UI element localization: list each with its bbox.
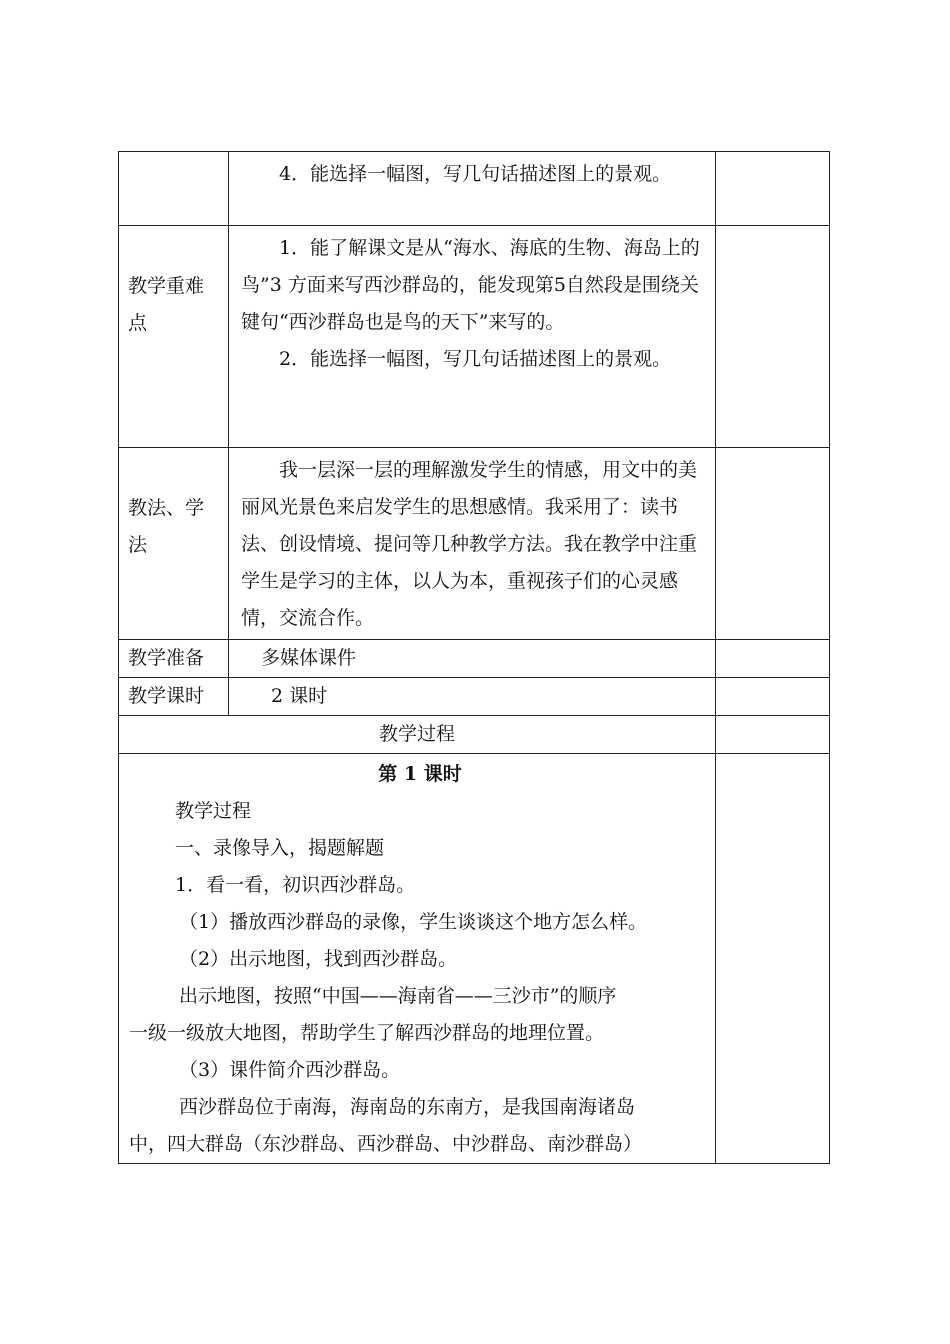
empty-notes-cell [716,754,830,1164]
goal4-text: 4．能选择一幅图，写几句话描述图上的景观。 [279,163,672,185]
prep-label: 教学准备 [119,640,229,678]
lesson-row [119,754,830,1164]
lesson-line: （1）播放西沙群岛的录像，学生谈谈这个地方怎么样。 [179,911,648,933]
lesson-plan-document [118,151,829,1164]
keypoints-cell [229,226,716,448]
keypoints-label: 教学重难点 [119,226,229,448]
goal4-cell [229,152,716,226]
empty-notes-cell [716,152,830,226]
lesson-line: （3）课件简介西沙群岛。 [179,1059,401,1081]
methods-row [119,448,830,640]
lesson-line: 1．看一看，初识西沙群岛。 [175,874,416,896]
empty-notes-cell [716,716,830,754]
empty-notes-cell [716,640,830,678]
lesson-line: 教学过程 [175,800,252,822]
process-header-row [119,716,830,754]
methods-label: 教法、学法 [119,448,229,640]
empty-notes-cell [716,678,830,716]
prep-row [119,640,830,678]
empty-notes-cell [716,448,830,640]
lesson-line: 一、录像导入，揭题解题 [175,837,385,859]
lesson-cell [119,754,716,1164]
hours-value: 2 课时 [229,678,716,716]
keypoints-row [119,226,830,448]
lesson-line: 出示地图，按照“中国——海南省——三沙市”的顺序 [179,985,617,1007]
hours-row [119,678,830,716]
empty-notes-cell [716,226,830,448]
lesson-title: 第 1 课时 [378,763,462,785]
methods-text: 我一层深一层的理解激发学生的情感，用文中的美丽风光景色来启发学生的思想感情。我采用了：读书法、创设情境、提问等几种教学方法。我在教学中注重学生是学习的主体，以人为本，重视孩子们的心灵感情，交流合作。 [241,459,698,629]
lesson-line: 中，四大群岛（东沙群岛、西沙群岛、中沙群岛、南沙群岛） [129,1133,643,1155]
keypoints-p1: 1．能了解课文是从“海水、海底的生物、海岛上的鸟”3 方面来写西沙群岛的，能发现第5自然段是围绕关键句“西沙群岛也是鸟的天下”来写的。 [241,237,700,333]
lesson-line: 一级一级放大地图，帮助学生了解西沙群岛的地理位置。 [129,1022,605,1044]
methods-cell [229,448,716,640]
keypoints-p2: 2．能选择一幅图，写几句话描述图上的景观。 [279,348,672,370]
hours-label: 教学课时 [119,678,229,716]
lesson-line: （2）出示地图，找到西沙群岛。 [179,948,458,970]
lesson-line: 西沙群岛位于南海，海南岛的东南方，是我国南海诸岛 [179,1096,636,1118]
empty-label-cell [119,152,229,226]
process-header: 教学过程 [119,716,716,754]
prep-value: 多媒体课件 [229,640,716,678]
goal4-row [119,152,830,226]
lesson-plan-table [118,151,830,1164]
